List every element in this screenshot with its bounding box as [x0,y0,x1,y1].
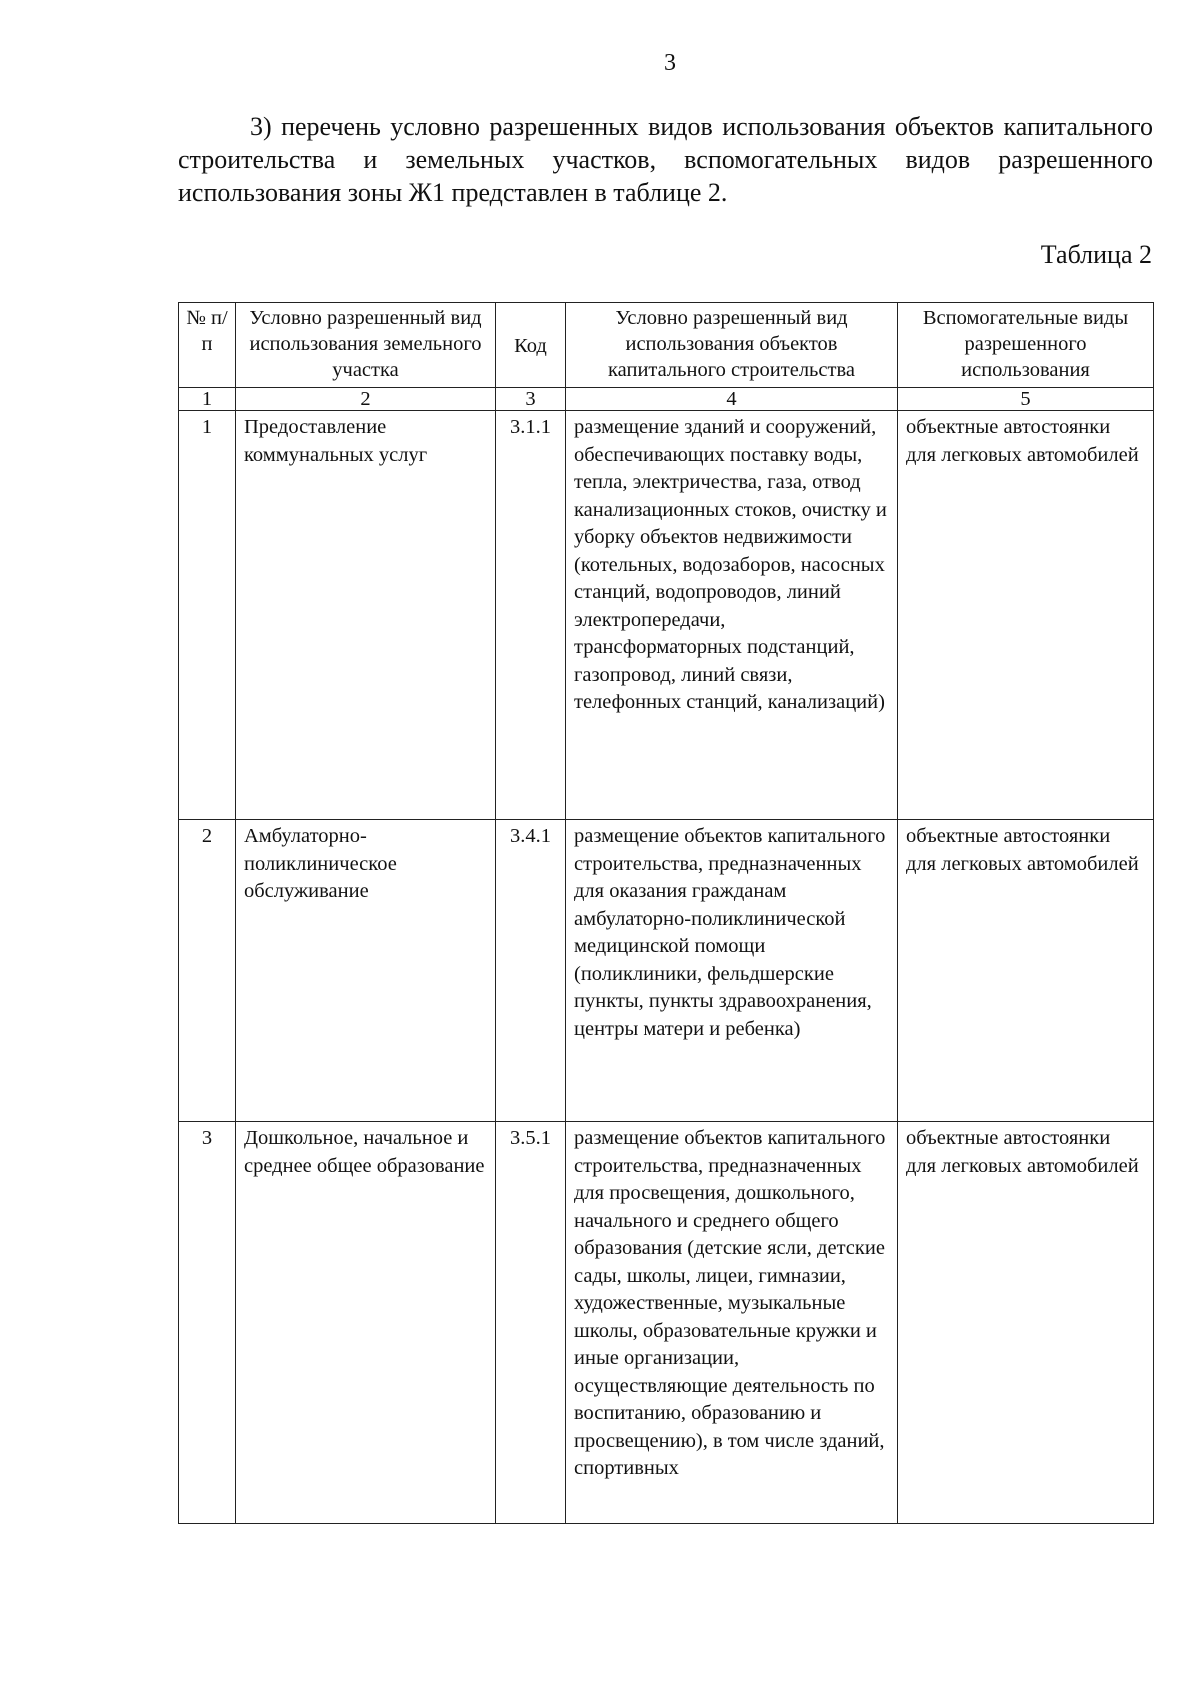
column-number: 1 [179,388,236,411]
row-auxiliary-use: объектные автостоянки для легковых автомобилей [898,820,1154,1122]
row-num: 2 [179,820,236,1122]
table-row [179,1122,1154,1524]
column-number-row [179,388,1154,411]
column-number: 3 [496,388,566,411]
column-number: 2 [236,388,496,411]
column-number: 4 [566,388,898,411]
column-number: 5 [898,388,1154,411]
table-row [179,411,1154,820]
row-construction-use: размещение объектов капитального строительства, предназначенных для оказания гражданам амбулаторно-поликлинической медицинской помощи (поликлиники, фельдшерские пункты, пункты здравоохранения, центры матери и ребенка) [566,820,898,1122]
land-use-table [178,302,1154,1524]
row-construction-use: размещение объектов капитального строительства, предназначенных для просвещения, дошкольного, начального и среднего общего образования (детские ясли, детские сады, школы, лицеи, гимназии, художественные, музыкальные школы, образовательные кружки и иные организации, осуществляющие деятельность по воспитанию, образованию и просвещению), в том числе зданий, спортивных [566,1122,898,1524]
header-num: № п/п [179,303,236,388]
row-code: 3.4.1 [496,820,566,1122]
header-land-use: Условно разрешенный вид использования земельного участка [236,303,496,388]
table-header-row [179,303,1154,388]
header-auxiliary-use: Вспомогательные виды разрешенного использования [898,303,1154,388]
table-caption: Таблица 2 [1040,240,1152,269]
row-auxiliary-use: объектные автостоянки для легковых автомобилей [898,1122,1154,1524]
row-num: 3 [179,1122,236,1524]
row-code: 3.5.1 [496,1122,566,1524]
row-land-use: Дошкольное, начальное и среднее общее образование [236,1122,496,1524]
row-auxiliary-use: объектные автостоянки для легковых автомобилей [898,411,1154,820]
row-num: 1 [179,411,236,820]
table-row [179,820,1154,1122]
row-construction-use: размещение зданий и сооружений, обеспечивающих поставку воды, тепла, электричества, газа, отвод канализационных стоков, очистку и уборку объектов недвижимости (котельных, водозаборов, насосных станций, водопроводов, линий электропередачи, трансформаторных подстанций, газопровод, линий связи, телефонных станций, канализаций) [566,411,898,820]
row-land-use: Амбулаторно-поликлиническое обслуживание [236,820,496,1122]
intro-paragraph: 3) перечень условно разрешенных видов использования объектов капитального строительства и земельных участков, вспомогательных видов разрешенного использования зоны Ж1 представлен в таблице 2. [178,112,1153,207]
row-code: 3.1.1 [496,411,566,820]
page-number: 3 [664,50,676,76]
row-land-use: Предоставление коммунальных услуг [236,411,496,820]
header-construction-use: Условно разрешенный вид использования объектов капитального строительства [566,303,898,388]
header-code: Код [496,303,566,388]
